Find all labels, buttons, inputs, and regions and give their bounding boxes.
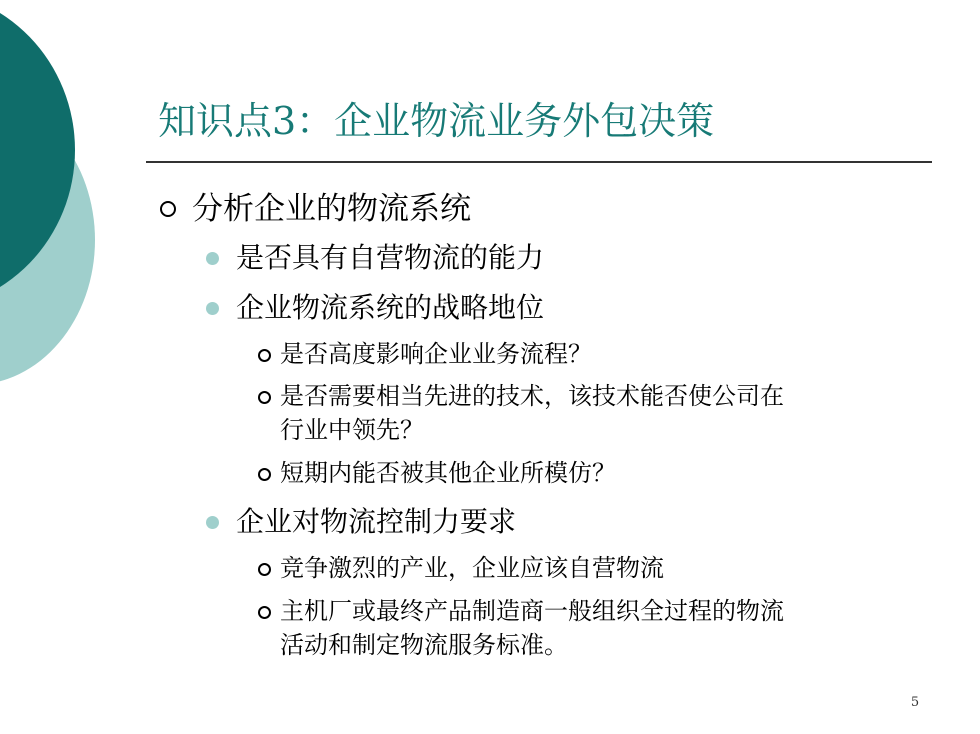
hollow-bullet-icon xyxy=(258,349,271,362)
title-divider xyxy=(146,161,932,163)
bullet-item-level3: 是否高度影响企业业务流程？ xyxy=(280,340,592,368)
bullet-item-level3-continuation: 行业中领先？ xyxy=(280,416,424,444)
slide-title: 知识点3：企业物流业务外包决策 xyxy=(158,99,715,143)
round-bullet-icon xyxy=(206,302,219,315)
bullet-item-level3: 是否需要相当先进的技术，该技术能否使公司在 xyxy=(280,382,784,410)
bullet-item-level2: 企业物流系统的战略地位 xyxy=(236,291,545,324)
bullet-item-level3: 短期内能否被其他企业所模仿？ xyxy=(280,459,616,487)
bullet-item-level2: 企业对物流控制力要求 xyxy=(236,505,517,538)
hollow-bullet-icon xyxy=(160,201,176,217)
bullet-item-level3-continuation: 活动和制定物流服务标准。 xyxy=(280,631,568,659)
page-number: 5 xyxy=(910,695,920,710)
hollow-bullet-icon xyxy=(258,563,271,576)
hollow-bullet-icon xyxy=(258,391,271,404)
bullet-item-level2: 是否具有自营物流的能力 xyxy=(236,241,545,274)
round-bullet-icon xyxy=(206,516,219,529)
bullet-item-level3: 主机厂或最终产品制造商一般组织全过程的物流 xyxy=(280,597,784,625)
bullet-item-level3: 竞争激烈的产业，企业应该自营物流 xyxy=(280,554,664,582)
round-bullet-icon xyxy=(206,252,219,265)
bullet-item-level1: 分析企业的物流系统 xyxy=(192,191,471,227)
hollow-bullet-icon xyxy=(258,468,271,481)
hollow-bullet-icon xyxy=(258,606,271,619)
